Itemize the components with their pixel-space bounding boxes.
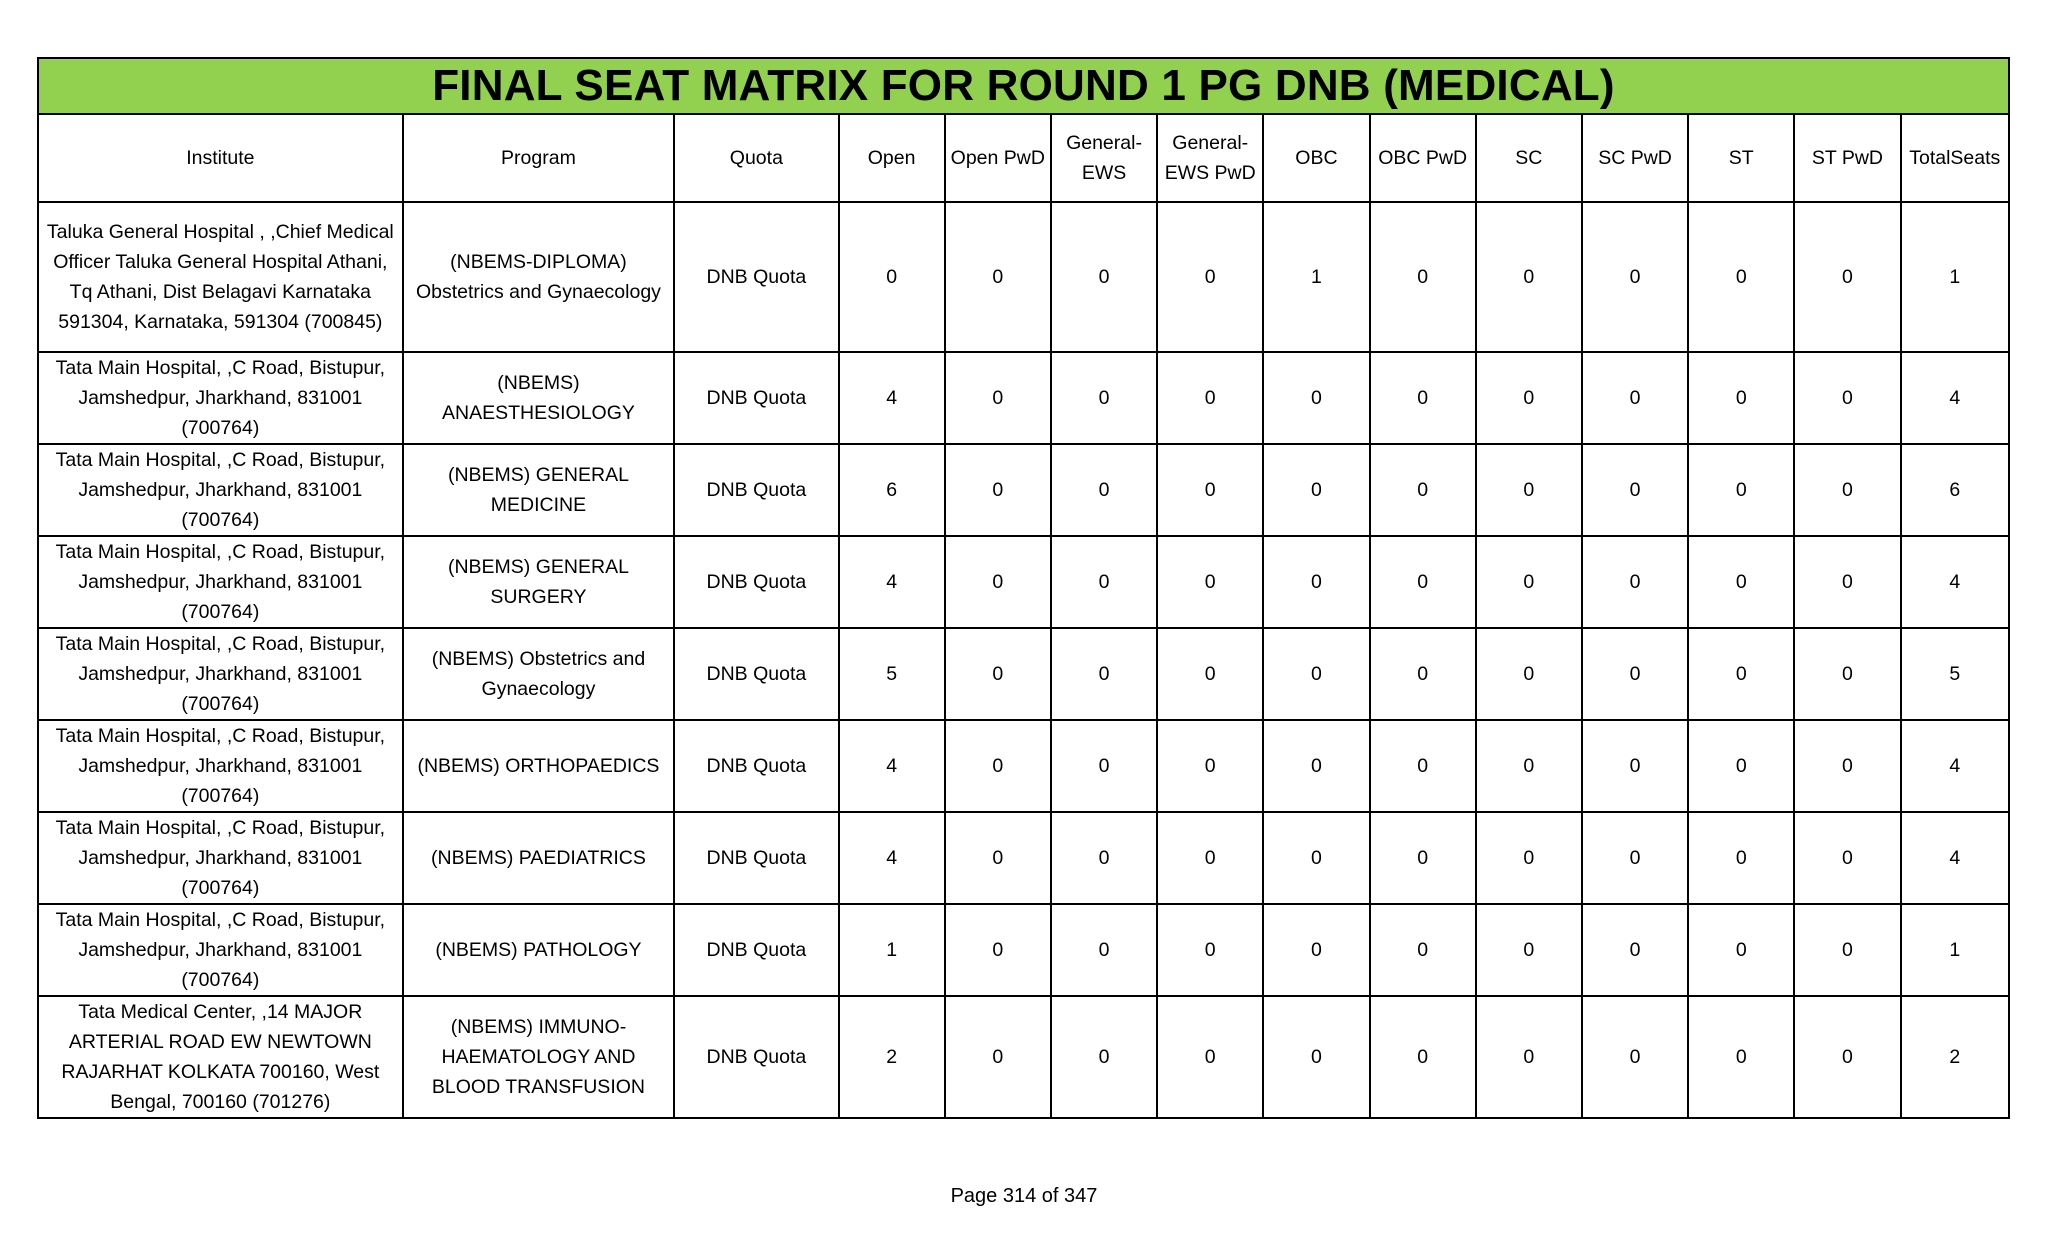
cell-quota: DNB Quota <box>674 202 838 352</box>
cell-total-seats: 4 <box>1901 812 2009 904</box>
column-header-st: ST <box>1688 114 1794 202</box>
cell-program: (NBEMS-DIPLOMA) Obstetrics and Gynaecology <box>403 202 675 352</box>
cell-institute: Tata Main Hospital, ,C Road, Bistupur, Jamshedpur, Jharkhand, 831001 (700764) <box>38 812 403 904</box>
cell-institute: Tata Main Hospital, ,C Road, Bistupur, Jamshedpur, Jharkhand, 831001 (700764) <box>38 720 403 812</box>
cell-open: 4 <box>839 352 945 444</box>
cell-open: 2 <box>839 996 945 1118</box>
cell-program: (NBEMS) PATHOLOGY <box>403 904 675 996</box>
cell-sc-pwd: 0 <box>1582 352 1688 444</box>
cell-st-pwd: 0 <box>1794 720 1900 812</box>
cell-sc-pwd: 0 <box>1582 720 1688 812</box>
table-row <box>38 904 2009 996</box>
cell-open-pwd: 0 <box>945 720 1051 812</box>
cell-sc-pwd: 0 <box>1582 904 1688 996</box>
cell-obc: 0 <box>1263 812 1369 904</box>
cell-st: 0 <box>1688 812 1794 904</box>
cell-st: 0 <box>1688 628 1794 720</box>
cell-general-ews-pwd: 0 <box>1157 202 1263 352</box>
cell-program: (NBEMS) GENERAL SURGERY <box>403 536 675 628</box>
cell-st-pwd: 0 <box>1794 444 1900 536</box>
cell-open: 4 <box>839 812 945 904</box>
column-header-st-pwd: ST PwD <box>1794 114 1900 202</box>
table-row <box>38 812 2009 904</box>
cell-open: 0 <box>839 202 945 352</box>
cell-obc-pwd: 0 <box>1370 202 1476 352</box>
cell-open: 1 <box>839 904 945 996</box>
cell-general-ews-pwd: 0 <box>1157 904 1263 996</box>
column-header-total-seats: TotalSeats <box>1901 114 2009 202</box>
column-header-obc: OBC <box>1263 114 1369 202</box>
cell-institute: Tata Main Hospital, ,C Road, Bistupur, Jamshedpur, Jharkhand, 831001 (700764) <box>38 904 403 996</box>
table-row <box>38 202 2009 352</box>
cell-st-pwd: 0 <box>1794 812 1900 904</box>
cell-obc-pwd: 0 <box>1370 352 1476 444</box>
cell-general-ews-pwd: 0 <box>1157 444 1263 536</box>
cell-obc: 0 <box>1263 352 1369 444</box>
cell-open-pwd: 0 <box>945 628 1051 720</box>
cell-st: 0 <box>1688 202 1794 352</box>
cell-total-seats: 4 <box>1901 352 2009 444</box>
cell-st: 0 <box>1688 996 1794 1118</box>
cell-sc-pwd: 0 <box>1582 996 1688 1118</box>
cell-program: (NBEMS) PAEDIATRICS <box>403 812 675 904</box>
cell-obc: 1 <box>1263 202 1369 352</box>
cell-open-pwd: 0 <box>945 352 1051 444</box>
cell-general-ews: 0 <box>1051 444 1157 536</box>
cell-obc-pwd: 0 <box>1370 536 1476 628</box>
cell-total-seats: 2 <box>1901 996 2009 1118</box>
cell-st: 0 <box>1688 536 1794 628</box>
cell-obc: 0 <box>1263 996 1369 1118</box>
cell-obc-pwd: 0 <box>1370 444 1476 536</box>
cell-st-pwd: 0 <box>1794 536 1900 628</box>
cell-sc: 0 <box>1476 352 1582 444</box>
cell-obc-pwd: 0 <box>1370 996 1476 1118</box>
cell-open-pwd: 0 <box>945 904 1051 996</box>
cell-sc: 0 <box>1476 996 1582 1118</box>
cell-obc: 0 <box>1263 904 1369 996</box>
cell-program: (NBEMS) Obstetrics and Gynaecology <box>403 628 675 720</box>
column-header-general-ews: General-EWS <box>1051 114 1157 202</box>
table-row <box>38 536 2009 628</box>
cell-obc: 0 <box>1263 536 1369 628</box>
cell-st-pwd: 0 <box>1794 352 1900 444</box>
cell-program: (NBEMS) ORTHOPAEDICS <box>403 720 675 812</box>
column-header-general-ews-pwd: General-EWS PwD <box>1157 114 1263 202</box>
cell-institute: Tata Main Hospital, ,C Road, Bistupur, Jamshedpur, Jharkhand, 831001 (700764) <box>38 628 403 720</box>
cell-sc-pwd: 0 <box>1582 202 1688 352</box>
cell-open: 4 <box>839 536 945 628</box>
cell-obc-pwd: 0 <box>1370 720 1476 812</box>
cell-st-pwd: 0 <box>1794 202 1900 352</box>
cell-sc: 0 <box>1476 904 1582 996</box>
cell-sc: 0 <box>1476 628 1582 720</box>
table-row <box>38 628 2009 720</box>
cell-sc: 0 <box>1476 202 1582 352</box>
cell-general-ews: 0 <box>1051 628 1157 720</box>
cell-obc-pwd: 0 <box>1370 904 1476 996</box>
column-header-row <box>38 114 2009 202</box>
cell-general-ews-pwd: 0 <box>1157 352 1263 444</box>
cell-sc-pwd: 0 <box>1582 628 1688 720</box>
cell-institute: Tata Main Hospital, ,C Road, Bistupur, Jamshedpur, Jharkhand, 831001 (700764) <box>38 536 403 628</box>
cell-general-ews-pwd: 0 <box>1157 536 1263 628</box>
cell-sc: 0 <box>1476 444 1582 536</box>
cell-quota: DNB Quota <box>674 628 838 720</box>
cell-general-ews-pwd: 0 <box>1157 628 1263 720</box>
cell-institute: Taluka General Hospital , ,Chief Medical Officer Taluka General Hospital Athani, Tq Athani, Dist Belagavi Karnataka 591304, Karnataka, 591304 (700845) <box>38 202 403 352</box>
cell-st: 0 <box>1688 720 1794 812</box>
cell-obc-pwd: 0 <box>1370 812 1476 904</box>
cell-quota: DNB Quota <box>674 720 838 812</box>
cell-quota: DNB Quota <box>674 904 838 996</box>
column-header-institute: Institute <box>38 114 403 202</box>
cell-sc-pwd: 0 <box>1582 444 1688 536</box>
column-header-quota: Quota <box>674 114 838 202</box>
cell-total-seats: 5 <box>1901 628 2009 720</box>
cell-open-pwd: 0 <box>945 536 1051 628</box>
cell-general-ews: 0 <box>1051 352 1157 444</box>
cell-st-pwd: 0 <box>1794 628 1900 720</box>
cell-st-pwd: 0 <box>1794 904 1900 996</box>
cell-general-ews: 0 <box>1051 904 1157 996</box>
cell-total-seats: 1 <box>1901 202 2009 352</box>
cell-st-pwd: 0 <box>1794 996 1900 1118</box>
table-row <box>38 996 2009 1118</box>
cell-general-ews: 0 <box>1051 720 1157 812</box>
cell-general-ews: 0 <box>1051 202 1157 352</box>
cell-obc: 0 <box>1263 628 1369 720</box>
cell-obc: 0 <box>1263 720 1369 812</box>
cell-open-pwd: 0 <box>945 996 1051 1118</box>
cell-institute: Tata Medical Center, ,14 MAJOR ARTERIAL ROAD EW NEWTOWN RAJARHAT KOLKATA 700160, West Bengal, 700160 (701276) <box>38 996 403 1118</box>
cell-quota: DNB Quota <box>674 352 838 444</box>
column-header-open: Open <box>839 114 945 202</box>
page-number: Page 314 of 347 <box>950 1185 1098 1207</box>
cell-open: 5 <box>839 628 945 720</box>
cell-general-ews: 0 <box>1051 812 1157 904</box>
table-row <box>38 720 2009 812</box>
cell-general-ews: 0 <box>1051 996 1157 1118</box>
cell-quota: DNB Quota <box>674 536 838 628</box>
cell-st: 0 <box>1688 352 1794 444</box>
cell-sc-pwd: 0 <box>1582 536 1688 628</box>
cell-st: 0 <box>1688 444 1794 536</box>
cell-general-ews-pwd: 0 <box>1157 812 1263 904</box>
table-row <box>38 444 2009 536</box>
cell-total-seats: 6 <box>1901 444 2009 536</box>
cell-sc: 0 <box>1476 720 1582 812</box>
cell-program: (NBEMS) ANAESTHESIOLOGY <box>403 352 675 444</box>
cell-general-ews-pwd: 0 <box>1157 720 1263 812</box>
cell-sc: 0 <box>1476 812 1582 904</box>
cell-sc: 0 <box>1476 536 1582 628</box>
cell-program: (NBEMS) GENERAL MEDICINE <box>403 444 675 536</box>
cell-obc-pwd: 0 <box>1370 628 1476 720</box>
cell-program: (NBEMS) IMMUNO-HAEMATOLOGY AND BLOOD TRANSFUSION <box>403 996 675 1118</box>
column-header-sc: SC <box>1476 114 1582 202</box>
cell-open-pwd: 0 <box>945 812 1051 904</box>
column-header-obc-pwd: OBC PwD <box>1370 114 1476 202</box>
cell-institute: Tata Main Hospital, ,C Road, Bistupur, Jamshedpur, Jharkhand, 831001 (700764) <box>38 352 403 444</box>
cell-total-seats: 1 <box>1901 904 2009 996</box>
column-header-program: Program <box>403 114 675 202</box>
cell-open: 4 <box>839 720 945 812</box>
cell-open-pwd: 0 <box>945 444 1051 536</box>
seat-matrix-table <box>37 57 2010 1119</box>
cell-quota: DNB Quota <box>674 444 838 536</box>
table-row <box>38 352 2009 444</box>
cell-st: 0 <box>1688 904 1794 996</box>
cell-quota: DNB Quota <box>674 996 838 1118</box>
cell-general-ews: 0 <box>1051 536 1157 628</box>
column-header-sc-pwd: SC PwD <box>1582 114 1688 202</box>
table-title: FINAL SEAT MATRIX FOR ROUND 1 PG DNB (MEDICAL) <box>38 58 2009 114</box>
cell-total-seats: 4 <box>1901 536 2009 628</box>
cell-quota: DNB Quota <box>674 812 838 904</box>
cell-open: 6 <box>839 444 945 536</box>
cell-obc: 0 <box>1263 444 1369 536</box>
cell-sc-pwd: 0 <box>1582 812 1688 904</box>
cell-institute: Tata Main Hospital, ,C Road, Bistupur, Jamshedpur, Jharkhand, 831001 (700764) <box>38 444 403 536</box>
cell-open-pwd: 0 <box>945 202 1051 352</box>
cell-general-ews-pwd: 0 <box>1157 996 1263 1118</box>
seat-matrix-sheet <box>37 57 2010 1119</box>
cell-total-seats: 4 <box>1901 720 2009 812</box>
column-header-open-pwd: Open PwD <box>945 114 1051 202</box>
